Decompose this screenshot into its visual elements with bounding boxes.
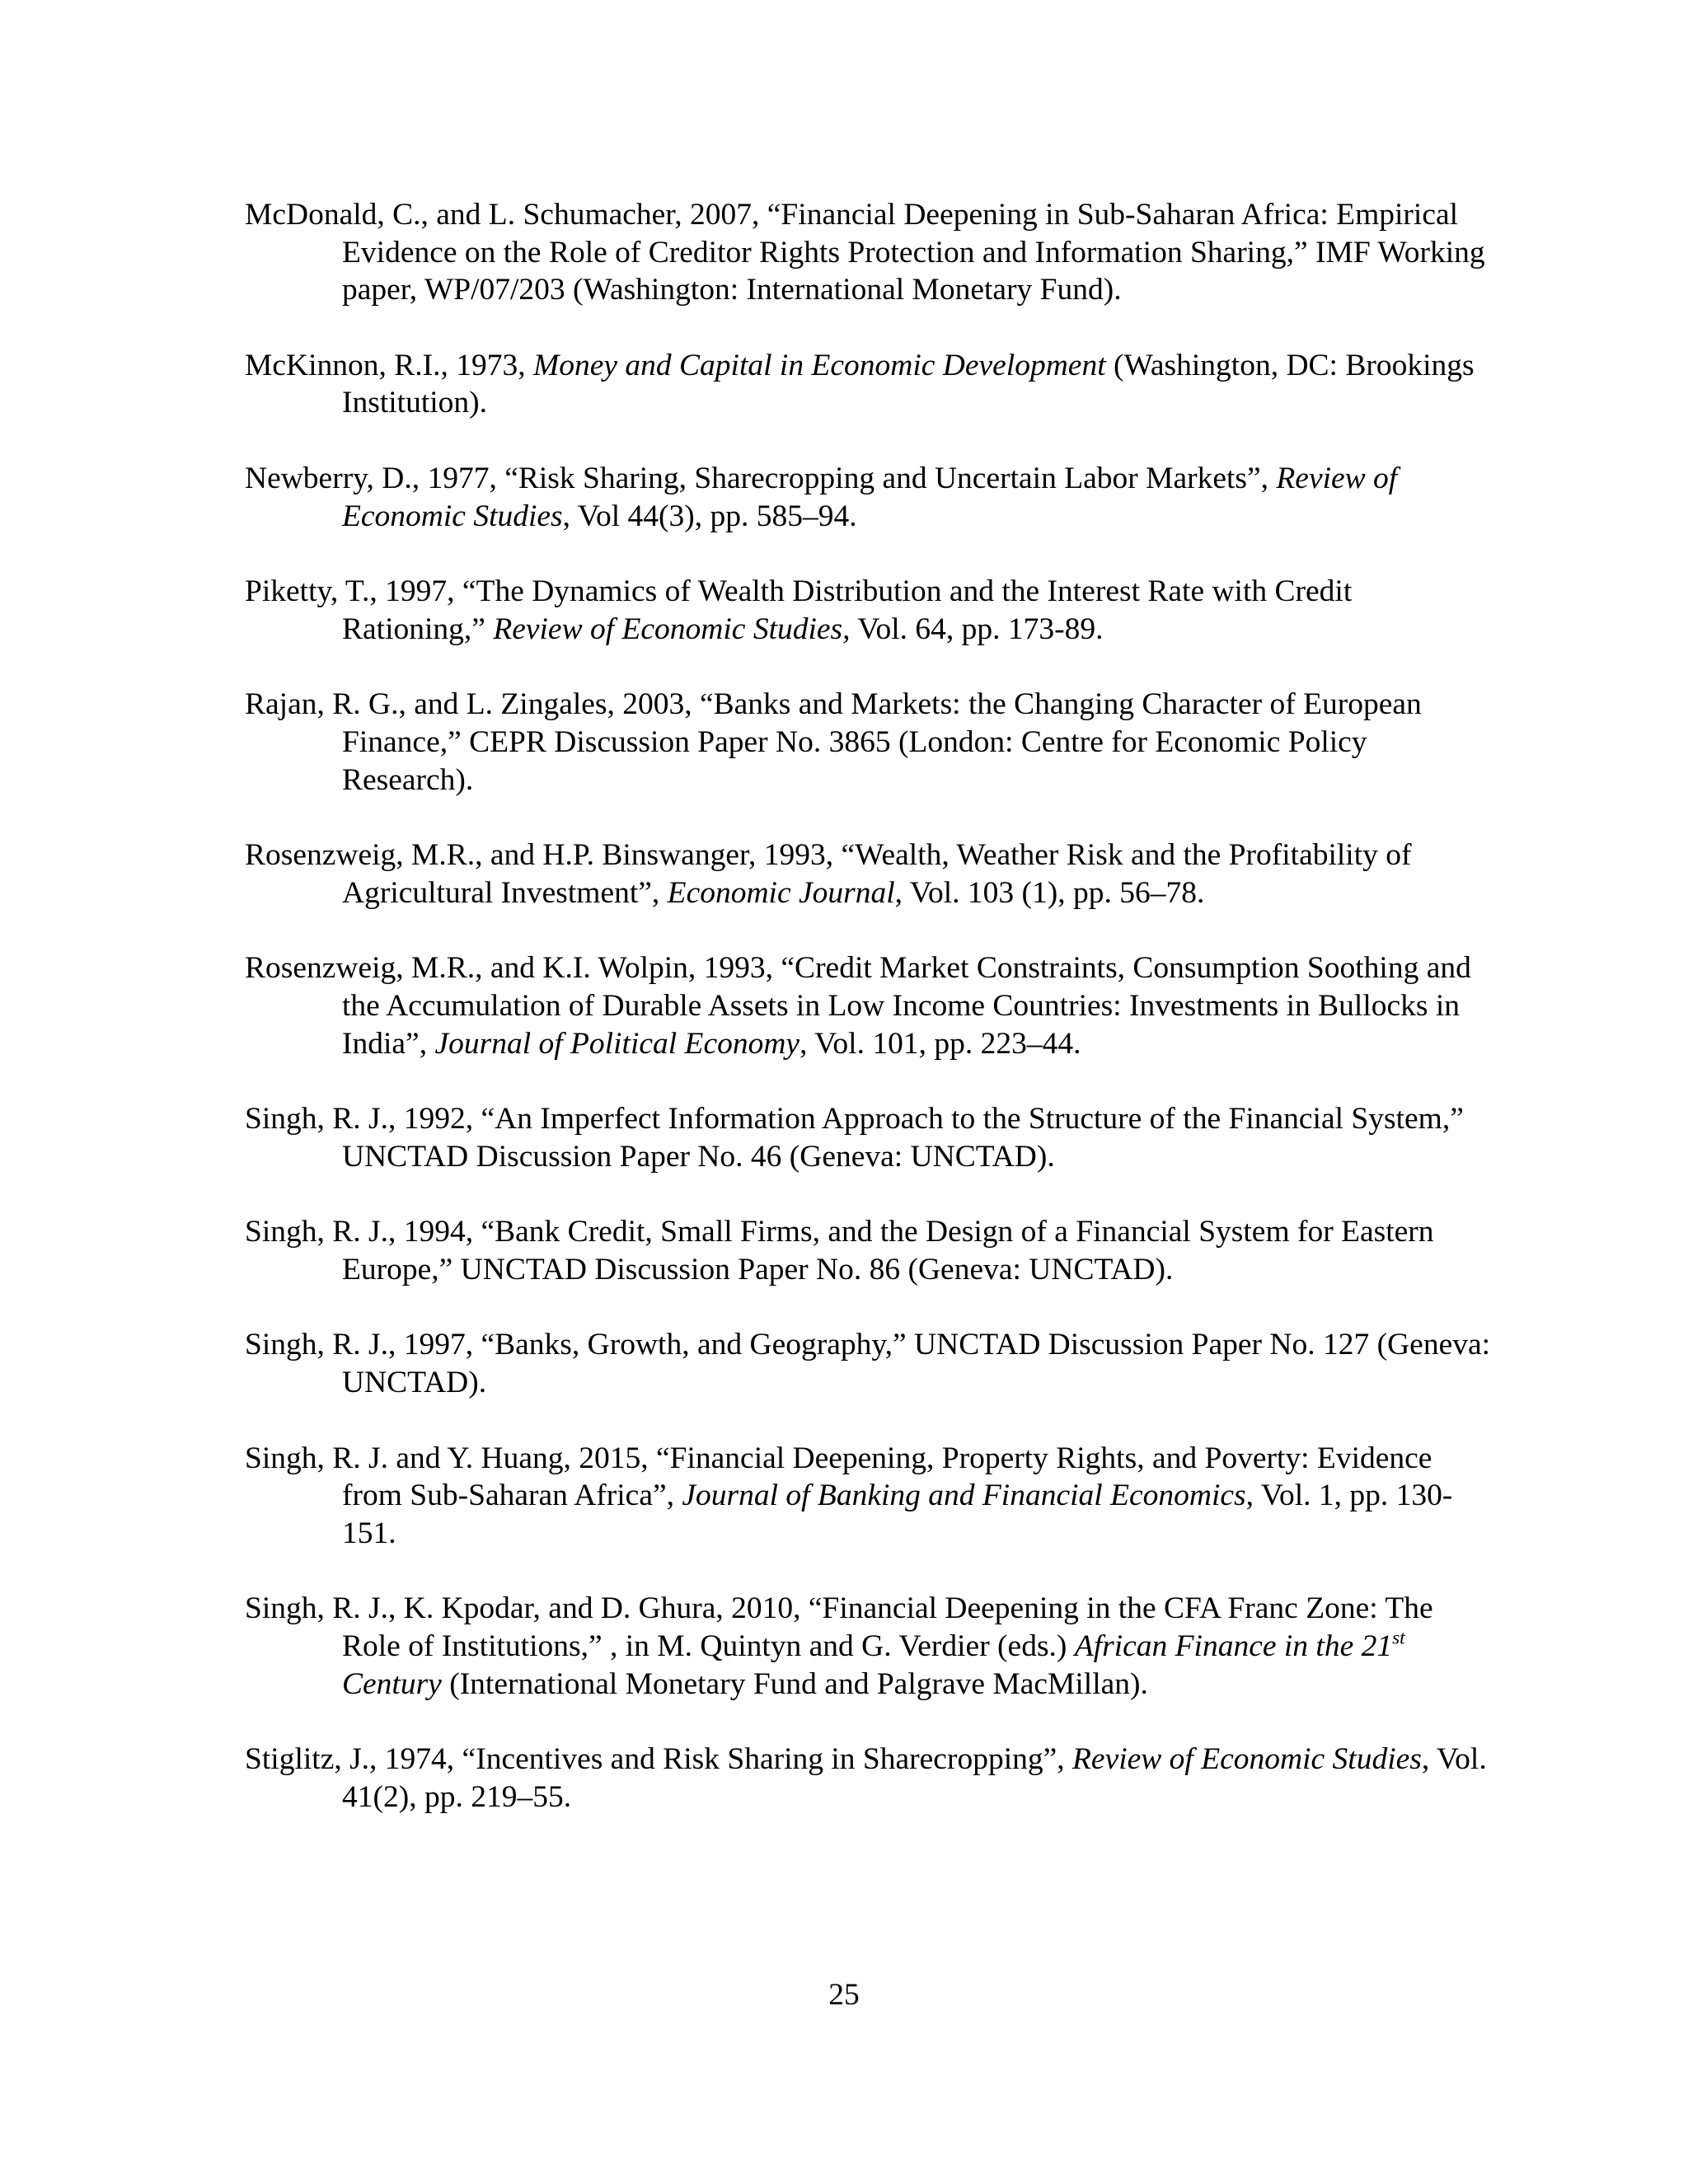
reference-journal-italic: Journal of Banking and Financial Economics	[682, 1479, 1246, 1513]
reference-entry	[245, 1741, 1498, 1816]
reference-text: , Vol. 1, pp. 130-151.	[342, 1479, 1453, 1550]
reference-text: Stiglitz, J., 1974, “Incentives and Risk Sharing in Sharecropping”,	[245, 1742, 1073, 1777]
reference-entry	[245, 347, 1498, 422]
reference-text: , Vol 44(3), pp. 585–94.	[562, 499, 857, 533]
reference-entry	[245, 573, 1498, 648]
reference-entry	[245, 949, 1498, 1062]
reference-title-part: African Finance in the 21	[1074, 1629, 1393, 1664]
reference-list	[245, 196, 1498, 1854]
reference-title-part: Century	[342, 1666, 442, 1701]
reference-entry	[245, 1440, 1498, 1553]
reference-entry	[245, 1213, 1498, 1288]
reference-text: Rosenzweig, M.R., and K.I. Wolpin, 1993, “Credit Market Constraints, Consumption Soothing and the Accumulation of Durable Assets in Low Income Countries: Investments in Bullocks in India”,	[245, 951, 1471, 1061]
reference-text: Singh, R. J., K. Kpodar, and D. Ghura, 2010, “Financial Deepening in the CFA Franc Zone: The Role of Institutions,” , in M. Quintyn and G. Verdier (eds.)	[245, 1591, 1433, 1664]
reference-text: Newberry, D., 1977, “Risk Sharing, Sharecropping and Uncertain Labor Markets”,	[245, 461, 1277, 495]
reference-journal-italic: Economic Journal	[667, 875, 895, 910]
ordinal-superscript: st	[1392, 1627, 1405, 1649]
reference-entry	[245, 460, 1498, 535]
reference-text: Vol. 64, pp. 173-89.	[850, 612, 1104, 646]
reference-entry	[245, 686, 1498, 799]
reference-entry	[245, 1326, 1498, 1401]
reference-text: Singh, R. J., 1992, “An Imperfect Information Approach to the Structure of the Financial System,” UNCTAD Discussion Paper No. 46 (Geneva: UNCTAD).	[245, 1102, 1464, 1174]
reference-text: Singh, R. J., 1997, “Banks, Growth, and Geography,” UNCTAD Discussion Paper No. 127 (Geneva: UNCTAD).	[245, 1328, 1491, 1400]
reference-text: , Vol. 101, pp. 223–44.	[799, 1026, 1081, 1061]
reference-title-italic: Money and Capital in Economic Development	[533, 348, 1106, 382]
reference-text: Singh, R. J. and Y. Huang, 2015, “Financial Deepening, Property Rights, and Poverty: Evidence from Sub-Saharan Africa”,	[245, 1441, 1432, 1513]
page-number: 25	[828, 1978, 860, 2012]
reference-journal-italic: Review of Economic Studies,	[493, 612, 851, 646]
reference-text: Rajan, R. G., and L. Zingales, 2003, “Banks and Markets: the Changing Character of European Finance,” CEPR Discussion Paper No. 3865 (London: Centre for Economic Policy Research).	[245, 687, 1422, 797]
reference-journal-italic: Review of Economic Studies	[1072, 1742, 1422, 1777]
reference-entry	[245, 1100, 1498, 1175]
reference-entry	[245, 1590, 1498, 1703]
reference-entry	[245, 196, 1498, 309]
reference-text: (International Monetary Fund and Palgrave MacMillan).	[441, 1666, 1148, 1701]
reference-text: , Vol. 103 (1), pp. 56–78.	[894, 875, 1205, 910]
reference-entry	[245, 837, 1498, 912]
reference-text: McDonald, C., and L. Schumacher, 2007, “Financial Deepening in Sub-Saharan Africa: Empirical Evidence on the Role of Creditor Rights Protection and Information Sharing,” IMF Working paper, WP/07/203 (Washington: International Monetary Fund).	[245, 198, 1485, 307]
reference-text: Singh, R. J., 1994, “Bank Credit, Small Firms, and the Design of a Financial System for Eastern Europe,” UNCTAD Discussion Paper No. 86 (Geneva: UNCTAD).	[245, 1215, 1434, 1286]
reference-text: McKinnon, R.I., 1973,	[245, 348, 533, 382]
reference-text: (Washington, DC: Brookings Institution).	[342, 348, 1475, 420]
reference-journal-italic: Journal of Political Economy	[434, 1026, 800, 1061]
reference-journal-italic: Review of Economic Studies	[342, 461, 1398, 533]
reference-text: Rosenzweig, M.R., and H.P. Binswanger, 1993, “Wealth, Weather Risk and the Profitability of Agricultural Investment”,	[245, 838, 1412, 910]
reference-text: , Vol. 41(2), pp. 219–55.	[342, 1742, 1487, 1814]
reference-text: Piketty, T., 1997, “The Dynamics of Wealth Distribution and the Interest Rate with Credit Rationing,”	[245, 574, 1353, 646]
